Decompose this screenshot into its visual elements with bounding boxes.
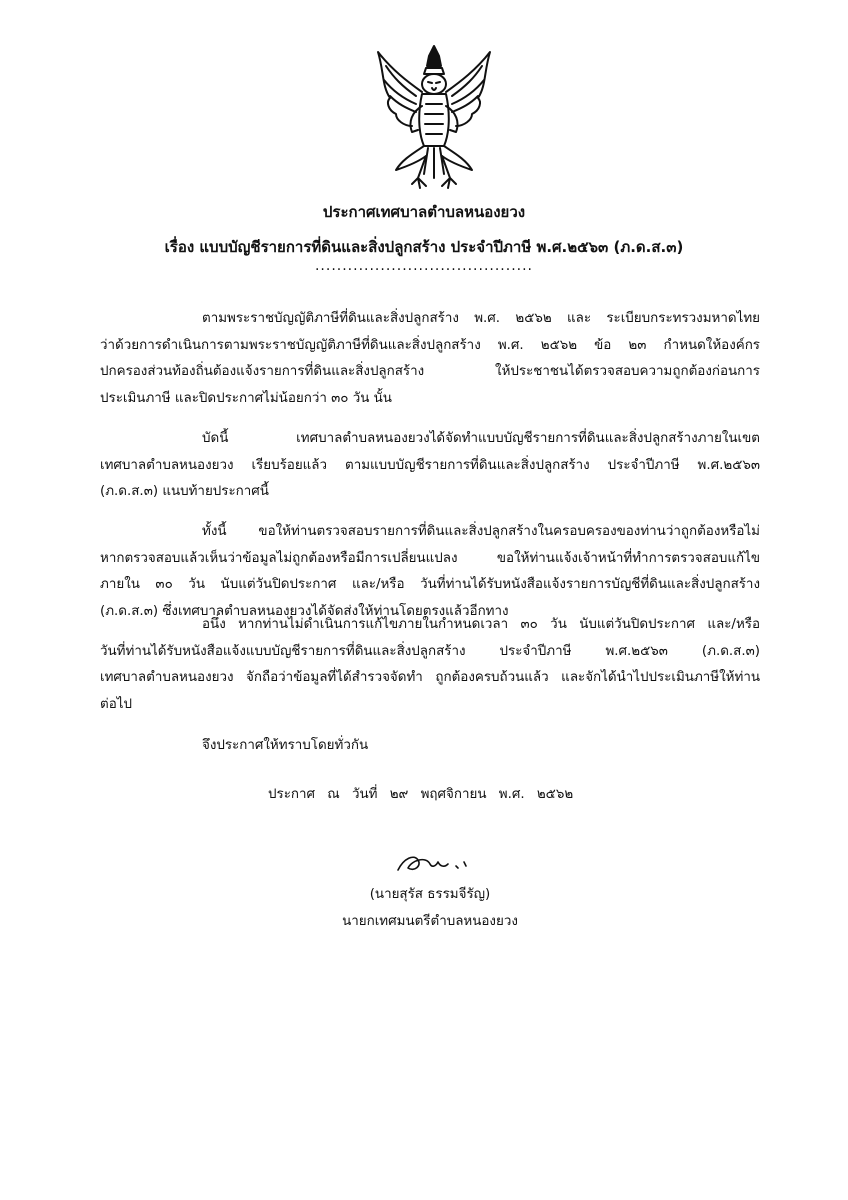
paragraph-line: เทศบาลตำบลหนองยวง เรียบร้อยแล้ว ตามแบบบัญชีรายการที่ดินและสิ่งปลูกสร้าง ประจำปีภาษี พ.ศ.๒๕๖๓ <box>100 457 760 473</box>
paragraph-line: ทั้งนี้ ขอให้ท่านตรวจสอบรายการที่ดินและสิ่งปลูกสร้างในครอบครองของท่านว่าถูกต้องหรือไม่ <box>202 524 760 539</box>
paragraph-line: บัดนี้ เทศบาลตำบลหนองยวงได้จัดทำแบบบัญชีรายการที่ดินและสิ่งปลูกสร้างภายในเขต <box>202 431 760 446</box>
announcement-date: ประกาศ ณ วันที่ ๒๙ พฤศจิกายน พ.ศ. ๒๕๖๒ <box>268 787 574 802</box>
handwritten-signature <box>392 848 482 876</box>
paragraph-preparation <box>100 426 760 506</box>
paragraph-verification <box>100 519 760 625</box>
paragraph-line: ว่าด้วยการดำเนินการตามพระราชบัญญัติภาษีที่ดินและสิ่งปลูกสร้าง พ.ศ. ๒๕๖๒ ข้อ ๒๓ กำหนดให้องค์กร <box>100 337 760 353</box>
signer-position: นายกเทศมนตรีตำบลหนองยวง <box>342 914 518 929</box>
announcement-title: ประกาศเทศบาลตำบลหนองยวง <box>322 203 526 221</box>
garuda-emblem-icon <box>372 42 496 192</box>
paragraph-line: อนึ่ง หากท่านไม่ดำเนินการแก้ไขภายในกำหนดเวลา ๓๐ วัน นับแต่วันปิดประกาศ และ/หรือ <box>202 617 760 632</box>
announcement-subject: เรื่อง แบบบัญชีรายการที่ดินและสิ่งปลูกสร้าง ประจำปีภาษี พ.ศ.๒๕๖๓ (ภ.ด.ส.๓) <box>164 238 684 256</box>
paragraph-line: หากตรวจสอบแล้วเห็นว่าข้อมูลไม่ถูกต้องหรือมีการเปลี่ยนแปลง ขอให้ท่านแจ้งเจ้าหน้าที่ทำการตรวจสอบแก้ไข <box>100 550 760 566</box>
signer-name: (นายสุรัส ธรรมจีรัญ) <box>369 887 491 902</box>
paragraph-line: ตามพระราชบัญญัติภาษีที่ดินและสิ่งปลูกสร้าง พ.ศ. ๒๕๖๒ และ ระเบียบกระทรวงมหาดไทย <box>202 311 760 326</box>
paragraph-line: (ภ.ด.ส.๓) ซึ่งเทศบาลตำบลหนองยวงได้จัดส่งให้ท่านโดยตรงแล้วอีกทาง <box>100 603 509 619</box>
paragraph-line: ต่อไป <box>100 696 132 712</box>
paragraph-line: (ภ.ด.ส.๓) แนบท้ายประกาศนี้ <box>100 484 269 499</box>
dotted-divider: ........................................ <box>314 258 533 274</box>
paragraph-line: เทศบาลตำบลหนองยวง จักถือว่าข้อมูลที่ได้สำรวจจัดทำ ถูกต้องครบถ้วนแล้ว และจักได้นำไปประเมินภาษีให้ท่าน <box>100 670 760 685</box>
paragraph-line: ปกครองส่วนท้องถิ่นต้องแจ้งรายการที่ดินและสิ่งปลูกสร้าง ให้ประชาชนได้ตรวจสอบความถูกต้องก่อนการ <box>100 364 760 379</box>
paragraph-line: วันที่ท่านได้รับหนังสือแจ้งแบบบัญชีรายการที่ดินและสิ่งปลูกสร้าง ประจำปีภาษี พ.ศ.๒๕๖๓ (ภ.ด.ส.๓) <box>100 643 760 659</box>
paragraph-deadline-notice <box>100 612 760 718</box>
paragraph-line: ภายใน ๓๐ วัน นับแต่วันปิดประกาศ และ/หรือ วันที่ท่านได้รับหนังสือแจ้งรายการบัญชีที่ดินและสิ่งปลูกสร้าง <box>100 577 760 592</box>
paragraph-line: ประเมินภาษี และปิดประกาศไม่น้อยกว่า ๓๐ วัน นั้น <box>100 390 392 406</box>
paragraph-legal-basis <box>100 306 760 412</box>
closing-statement: จึงประกาศให้ทราบโดยทั่วกัน <box>202 738 369 753</box>
